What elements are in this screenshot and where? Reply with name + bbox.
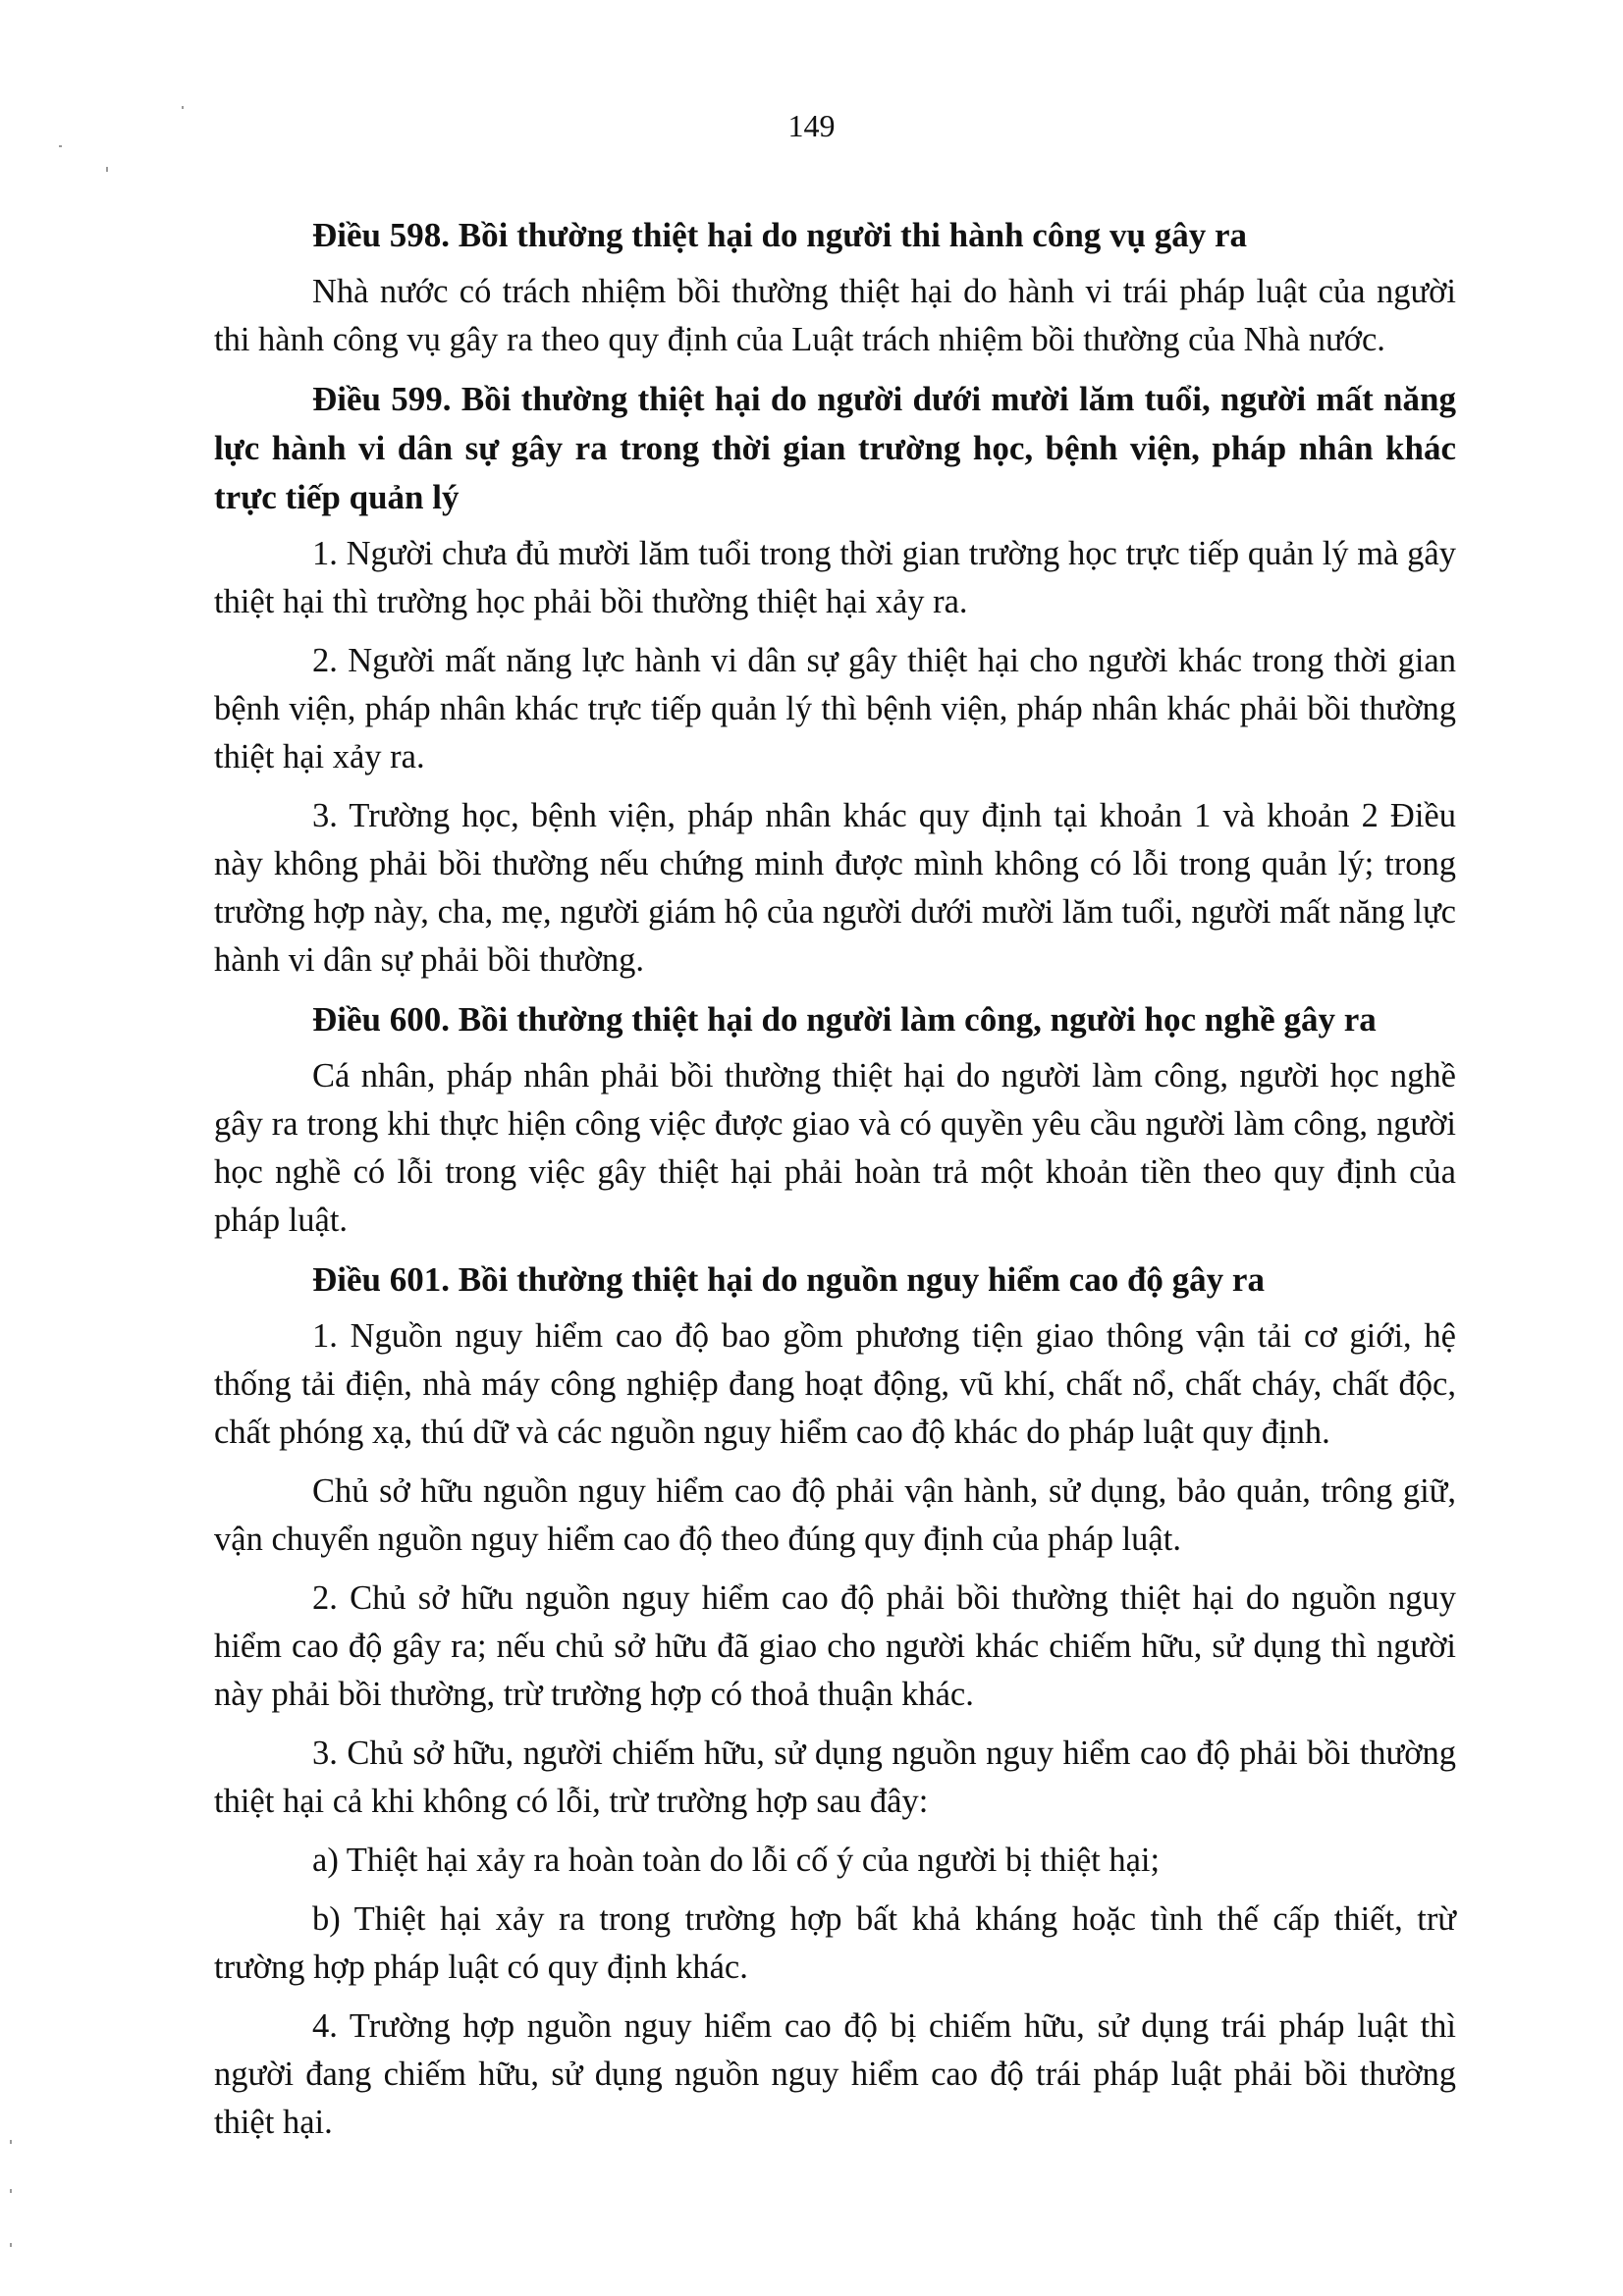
- scan-speck: [106, 167, 108, 172]
- scan-speck: [10, 2243, 12, 2247]
- paragraph: Nhà nước có trách nhiệm bồi thường thiệt hại do hành vi trái pháp luật của người thi hành công vụ gây ra theo quy định của Luật trách nhiệm bồi thường của Nhà nước.: [214, 273, 1456, 358]
- article-heading: Điều 601. Bồi thường thiệt hại do nguồn nguy hiểm cao độ gây ra: [312, 1260, 1265, 1299]
- paragraph: 1. Nguồn nguy hiểm cao độ bao gồm phương tiện giao thông vận tải cơ giới, hệ thống tải điện, nhà máy công nghiệp đang hoạt động, vũ khí, chất nổ, chất cháy, chất độc, chất phóng xạ, thú dữ và các nguồn nguy hiểm cao độ khác do pháp luật quy định.: [214, 1317, 1456, 1451]
- paragraph: 2. Chủ sở hữu nguồn nguy hiểm cao độ phải bồi thường thiệt hại do nguồn nguy hiểm cao độ gây ra; nếu chủ sở hữu đã giao cho người khác chiếm hữu, sử dụng thì người này phải bồi thường, trừ trường hợp có thoả thuận khác.: [214, 1579, 1456, 1713]
- scan-speck: [10, 2189, 12, 2193]
- article-598: [214, 211, 1456, 364]
- paragraph: Cá nhân, pháp nhân phải bồi thường thiệt hại do người làm công, người học nghề gây ra trong khi thực hiện công việc được giao và có quyền yêu cầu người làm công, người học nghề có lỗi trong việc gây thiệt hại phải hoàn trả một khoản tiền theo quy định của pháp luật.: [214, 1057, 1456, 1239]
- page-number: 149: [787, 108, 836, 143]
- paragraph: 2. Người mất năng lực hành vi dân sự gây thiệt hại cho người khác trong thời gian bệnh viện, pháp nhân khác trực tiếp quản lý thì bệnh viện, pháp nhân khác phải bồi thường thiệt hại xảy ra.: [214, 642, 1456, 775]
- article-heading: Điều 599. Bồi thường thiệt hại do người dưới mười lăm tuổi, người mất năng lực hành vi dân sự gây ra trong thời gian trường học, bệnh viện, pháp nhân khác trực tiếp quản lý: [214, 380, 1456, 516]
- article-600: [214, 995, 1456, 1245]
- scan-speck: [10, 2140, 12, 2144]
- paragraph: Chủ sở hữu nguồn nguy hiểm cao độ phải vận hành, sử dụng, bảo quản, trông giữ, vận chuyển nguồn nguy hiểm cao độ theo đúng quy định của pháp luật.: [214, 1472, 1456, 1558]
- paragraph: 3. Chủ sở hữu, người chiếm hữu, sử dụng nguồn nguy hiểm cao độ phải bồi thường thiệt hại cả khi không có lỗi, trừ trường hợp sau đây:: [214, 1735, 1456, 1820]
- article-601: [214, 1255, 1456, 2147]
- article-heading: Điều 600. Bồi thường thiệt hại do người làm công, người học nghề gây ra: [312, 1000, 1377, 1039]
- paragraph: 1. Người chưa đủ mười lăm tuổi trong thời gian trường học trực tiếp quản lý mà gây thiệt hại thì trường học phải bồi thường thiệt hại xảy ra.: [214, 535, 1456, 620]
- paragraph: b) Thiệt hại xảy ra trong trường hợp bất khả kháng hoặc tình thế cấp thiết, trừ trường hợp pháp luật có quy định khác.: [214, 1900, 1456, 1986]
- scan-speck: [59, 145, 62, 147]
- paragraph: a) Thiệt hại xảy ra hoàn toàn do lỗi cố ý của người bị thiệt hại;: [312, 1842, 1161, 1879]
- paragraph: 4. Trường hợp nguồn nguy hiểm cao độ bị chiếm hữu, sử dụng trái pháp luật thì người đang chiếm hữu, sử dụng nguồn nguy hiểm cao độ trái pháp luật phải bồi thường thiệt hại.: [214, 2007, 1456, 2141]
- article-599: [214, 375, 1456, 985]
- article-heading: Điều 598. Bồi thường thiệt hại do người thi hành công vụ gây ra: [312, 216, 1248, 254]
- paragraph: 3. Trường học, bệnh viện, pháp nhân khác quy định tại khoản 1 và khoản 2 Điều này không phải bồi thường nếu chứng minh được mình không có lỗi trong quản lý; trong trường hợp này, cha, mẹ, người giám hộ của người dưới mười lăm tuổi, người mất năng lực hành vi dân sự phải bồi thường.: [214, 797, 1456, 979]
- document-body: [214, 211, 1456, 2158]
